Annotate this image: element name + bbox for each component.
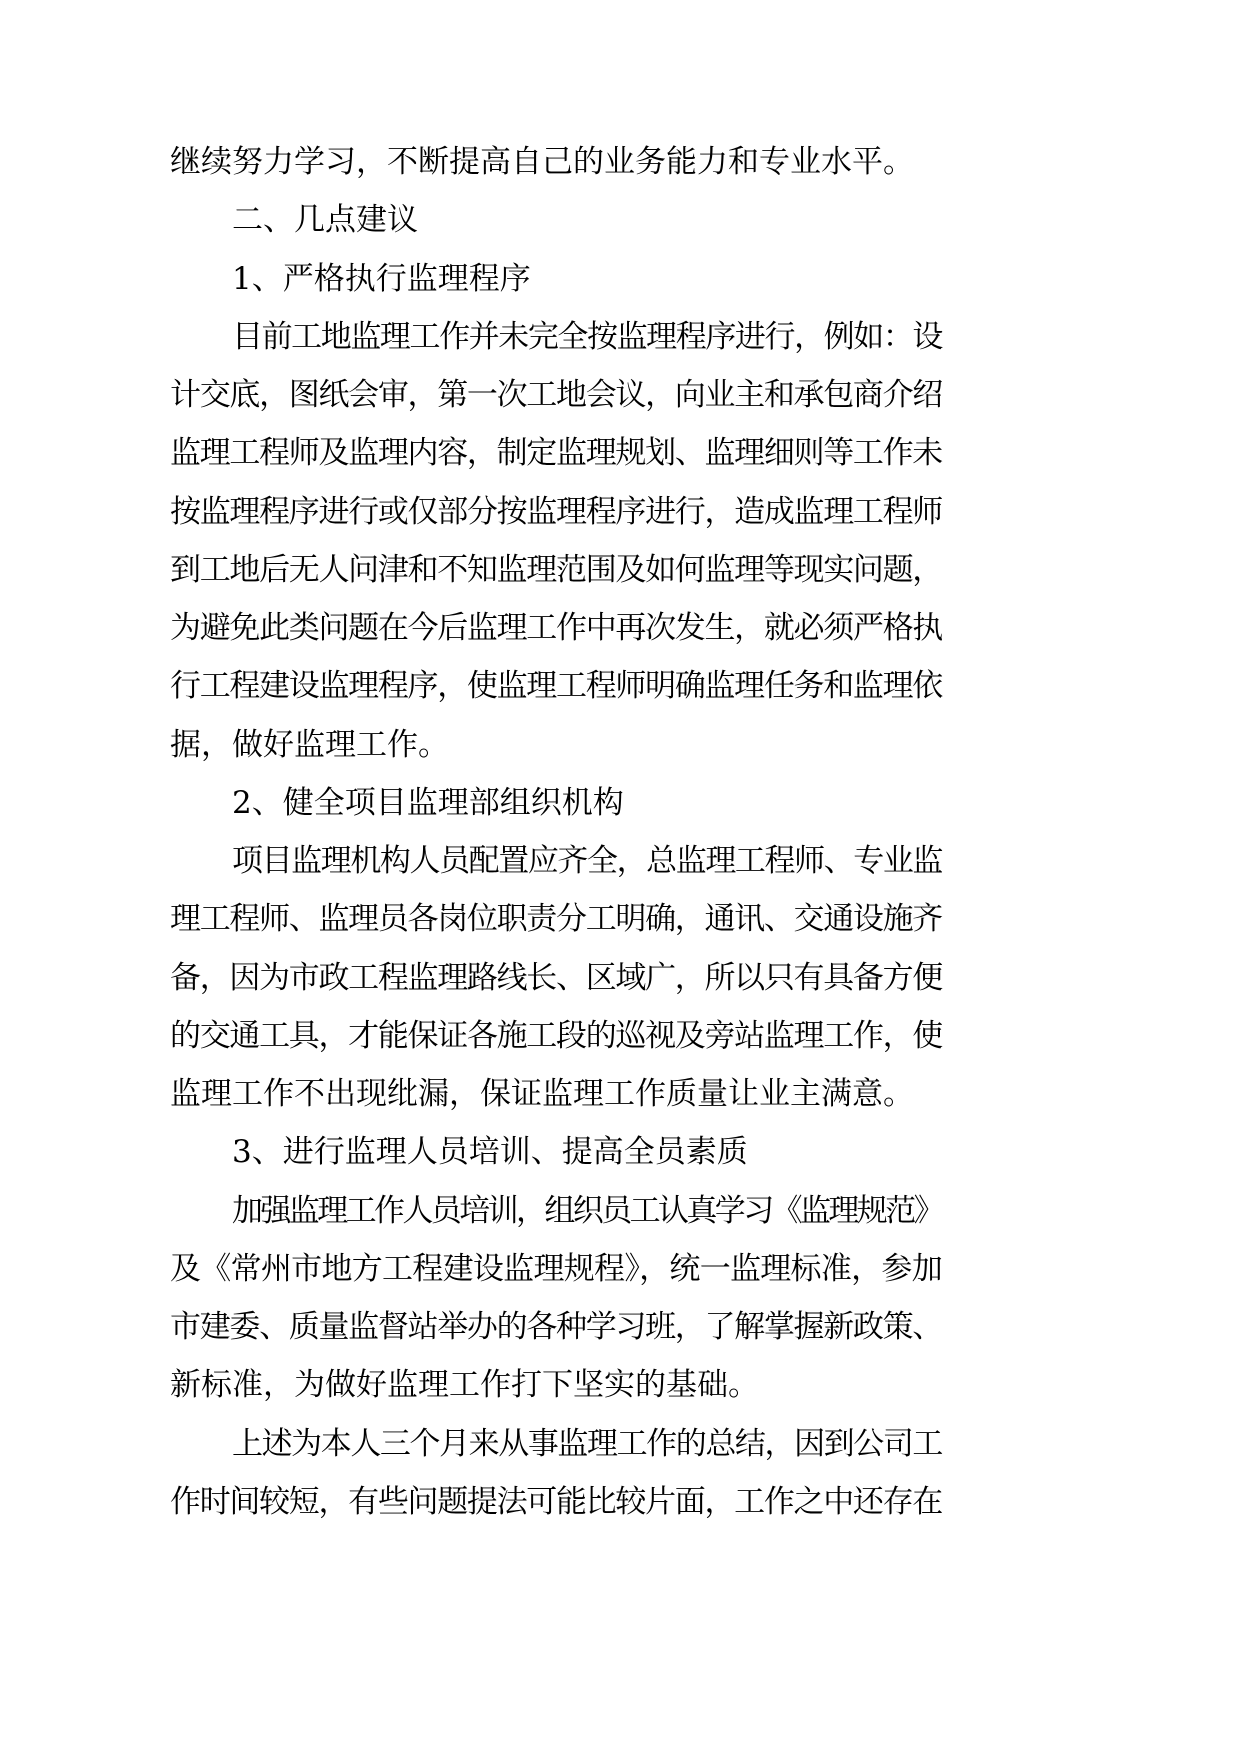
text-line: 据，做好监理工作。: [170, 727, 449, 763]
text-line: 上述为本人三个月来从事监理工作的总结，因到公司工: [232, 1426, 942, 1462]
text-line: 理工程师、监理员各岗位职责分工明确，通讯、交通设施齐: [170, 901, 942, 937]
subheading: 3、进行监理人员培训、提高全员素质: [232, 1134, 748, 1170]
subheading: 2、健全项目监理部组织机构: [232, 785, 624, 821]
text-line: 作时间较短，有些问题提法可能比较片面，工作之中还存在: [170, 1484, 942, 1520]
text-line: 为避免此类问题在今后监理工作中再次发生，就必须严格执: [170, 610, 942, 646]
text-line: 市建委、质量监督站举办的各种学习班，了解掌握新政策、: [170, 1309, 942, 1345]
text-line: 备，因为市政工程监理路线长、区域广，所以只有具备方便: [170, 960, 942, 996]
text-line: 按监理程序进行或仅部分按监理程序进行，造成监理工程师: [170, 494, 942, 530]
text-line: 监理工程师及监理内容，制定监理规划、监理细则等工作未: [170, 435, 942, 471]
text-line: 目前工地监理工作并未完全按监理程序进行，例如：设: [232, 319, 942, 355]
text-line: 继续努力学习，不断提高自己的业务能力和专业水平。: [170, 144, 914, 180]
text-line: 项目监理机构人员配置应齐全，总监理工程师、专业监: [232, 843, 942, 879]
section-heading: 二、几点建议: [232, 202, 418, 238]
text-line: 监理工作不出现纰漏，保证监理工作质量让业主满意。: [170, 1076, 914, 1112]
text-line: 加强监理工作人员培训，组织员工认真学习《监理规范》: [232, 1193, 942, 1229]
text-line: 到工地后无人问津和不知监理范围及如何监理等现实问题，: [170, 552, 942, 588]
subheading: 1、严格执行监理程序: [232, 261, 531, 297]
text-line: 行工程建设监理程序，使监理工程师明确监理任务和监理依: [170, 668, 942, 704]
text-line: 新标准，为做好监理工作打下坚实的基础。: [170, 1367, 759, 1403]
text-line: 计交底，图纸会审，第一次工地会议，向业主和承包商介绍: [170, 377, 942, 413]
text-line: 的交通工具，才能保证各施工段的巡视及旁站监理工作，使: [170, 1018, 942, 1054]
text-line: 及《常州市地方工程建设监理规程》，统一监理标准，参加: [170, 1251, 942, 1287]
